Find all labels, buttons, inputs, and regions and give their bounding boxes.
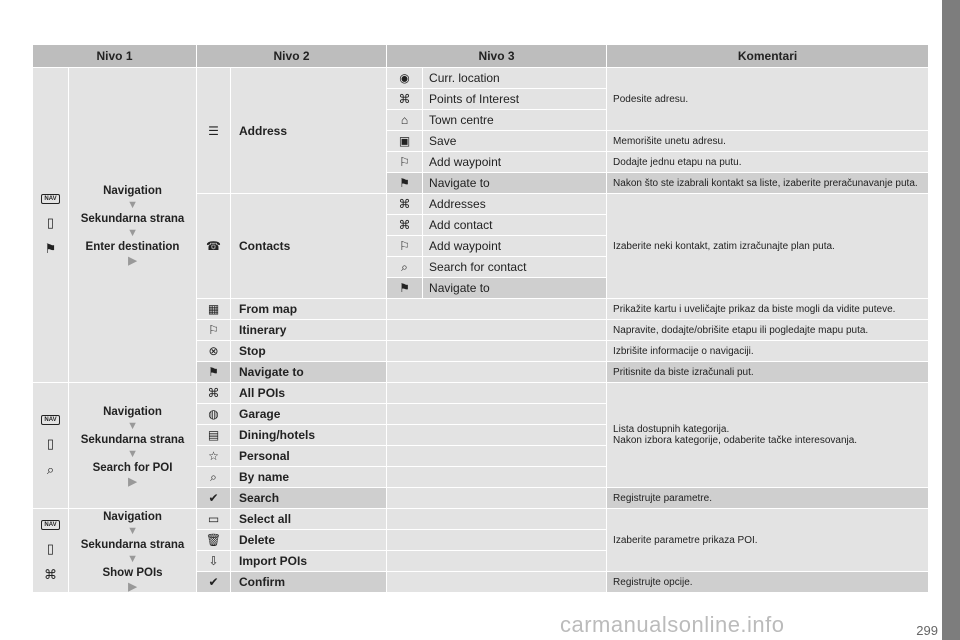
simple-item[interactable]: Itinerary	[231, 320, 387, 341]
poi-icon: ⌘	[387, 89, 423, 110]
navigate-flag-icon: ⚑	[387, 173, 423, 194]
contacts-komentar: Izaberite neki kontakt, zatim izračunajte plan puta.	[607, 194, 929, 299]
path-step-navigation: Navigation	[103, 405, 162, 418]
address-icon: ☰	[197, 68, 231, 194]
waypoint-icon: ⚐	[387, 152, 423, 173]
star-icon: ☆	[197, 446, 231, 467]
header-nivo3: Nivo 3	[387, 45, 607, 68]
check-icon: ✔	[197, 488, 231, 509]
arrow-right-icon: ▶	[128, 255, 137, 267]
path-step-secondary: Sekundarna strana	[80, 538, 185, 551]
waypoint-icon: ⚐	[387, 236, 423, 257]
simple-komentar: Pritisnite da biste izračunali put.	[607, 362, 929, 383]
right-scroll-strip	[942, 0, 960, 640]
group3-path	[69, 509, 197, 593]
stop-icon: ⊗	[197, 341, 231, 362]
poi-search-icon: ⌕	[46, 461, 55, 477]
address-item[interactable]: Points of Interest	[423, 89, 607, 110]
search-name-icon: ⌕	[197, 467, 231, 488]
group2-icons	[33, 383, 69, 509]
town-icon: ⌂	[387, 110, 423, 131]
arrow-right-icon: ▶	[128, 580, 137, 593]
show-item[interactable]: Delete	[231, 530, 387, 551]
address-label: Address	[231, 68, 387, 194]
simple-komentar: Prikažite kartu i uveličajte prikaz da biste mogli da vidite puteve.	[607, 299, 929, 320]
simple-item[interactable]: From map	[231, 299, 387, 320]
search-contact-icon: ⌕	[387, 257, 423, 278]
dining-icon: ▤	[197, 425, 231, 446]
nav-icon: NAV	[41, 520, 59, 530]
path-step-navigation: Navigation	[103, 185, 162, 197]
show-item[interactable]: Select all	[231, 509, 387, 530]
confirm-item[interactable]: Confirm	[231, 572, 387, 593]
search-item[interactable]: Search	[231, 488, 387, 509]
page-icon: ▯	[46, 435, 55, 451]
select-all-icon: ▭	[197, 509, 231, 530]
contacts-item[interactable]: Add waypoint	[423, 236, 607, 257]
group2-path	[69, 383, 197, 509]
import-icon: ⇩	[197, 551, 231, 572]
nav-icon: NAV	[41, 415, 59, 425]
show-item[interactable]: Import POIs	[231, 551, 387, 572]
show-komentar: Izaberite parametre prikaza POI.	[607, 509, 929, 572]
contacts-icon: ☎	[197, 194, 231, 299]
arrow-down-icon: ▼	[127, 447, 138, 460]
path-step-secondary: Sekundarna strana	[80, 433, 185, 446]
arrow-down-icon: ▼	[127, 227, 138, 239]
path-step-final: Show POIs	[102, 566, 163, 579]
poi-komentar-line1: Lista dostupnih kategorija.	[613, 424, 730, 435]
itinerary-icon: ⚐	[197, 320, 231, 341]
navigate-flag-icon: ⚑	[387, 278, 423, 299]
page-icon: ▯	[46, 540, 55, 556]
path-step-final: Search for POI	[92, 461, 173, 474]
page-number: 299	[916, 623, 938, 638]
poi-item[interactable]: By name	[231, 467, 387, 488]
simple-item[interactable]: Navigate to	[231, 362, 387, 383]
nav-icon: NAV	[41, 194, 59, 204]
simple-item[interactable]: Stop	[231, 341, 387, 362]
save-komentar: Memorišite unetu adresu.	[607, 131, 929, 152]
map-icon: ▦	[197, 299, 231, 320]
poi-komentar-line2: Nakon izbora kategorije, odaberite tačke interesovanja.	[613, 435, 858, 446]
search-komentar: Registrujte parametre.	[607, 488, 929, 509]
poi-item[interactable]: All POIs	[231, 383, 387, 404]
arrow-down-icon: ▼	[127, 199, 138, 211]
address-item[interactable]: Navigate to	[423, 173, 607, 194]
header-nivo2: Nivo 2	[197, 45, 387, 68]
contacts-item[interactable]: Navigate to	[423, 278, 607, 299]
waypoint-komentar: Dodajte jednu etapu na putu.	[607, 152, 929, 173]
navigate-komentar: Nakon što ste izabrali kontakt sa liste, izaberite preračunavanje puta.	[607, 173, 929, 194]
address-item[interactable]: Save	[423, 131, 607, 152]
flag-icon: ⚑	[44, 241, 57, 256]
address-komentar: Podesite adresu.	[607, 68, 929, 131]
group1-icons	[33, 68, 69, 383]
group3-icons	[33, 509, 69, 593]
contacts-label: Contacts	[231, 194, 387, 299]
addresses-icon: ⌘	[387, 194, 423, 215]
arrow-down-icon: ▼	[127, 524, 138, 537]
poi-icon: ⌘	[44, 566, 57, 582]
add-contact-icon: ⌘	[387, 215, 423, 236]
poi-item[interactable]: Personal	[231, 446, 387, 467]
header-nivo1: Nivo 1	[33, 45, 197, 68]
header-row	[33, 45, 929, 68]
contacts-item[interactable]: Add contact	[423, 215, 607, 236]
address-item[interactable]: Add waypoint	[423, 152, 607, 173]
arrow-down-icon: ▼	[127, 552, 138, 565]
save-icon: ▣	[387, 131, 423, 152]
path-step-navigation: Navigation	[103, 510, 162, 523]
garage-icon: ◍	[197, 404, 231, 425]
path-step-final: Enter destination	[85, 241, 180, 253]
arrow-right-icon: ▶	[128, 475, 137, 488]
simple-komentar: Napravite, dodajte/obrišite etapu ili pogledajte mapu puta.	[607, 320, 929, 341]
header-komentari: Komentari	[607, 45, 929, 68]
page-icon: ▯	[46, 215, 55, 230]
path-step-secondary: Sekundarna strana	[80, 213, 185, 225]
check-icon: ✔	[197, 572, 231, 593]
watermark: carmanualsonline.info	[560, 612, 785, 637]
simple-komentar: Izbrišite informacije o navigaciji.	[607, 341, 929, 362]
contacts-item[interactable]: Search for contact	[423, 257, 607, 278]
group1-path	[69, 68, 197, 383]
poi-komentar	[607, 383, 929, 488]
address-item[interactable]: Curr. location	[423, 68, 607, 89]
contacts-item[interactable]: Addresses	[423, 194, 607, 215]
navigate-flag-icon: ⚑	[197, 362, 231, 383]
all-pois-icon: ⌘	[197, 383, 231, 404]
location-icon: ◉	[387, 68, 423, 89]
arrow-down-icon: ▼	[127, 419, 138, 432]
poi-item[interactable]: Garage	[231, 404, 387, 425]
poi-item[interactable]: Dining/hotels	[231, 425, 387, 446]
trash-icon: 🗑	[197, 530, 231, 551]
address-item[interactable]: Town centre	[423, 110, 607, 131]
confirm-komentar: Registrujte opcije.	[607, 572, 929, 593]
menu-table	[32, 44, 929, 593]
